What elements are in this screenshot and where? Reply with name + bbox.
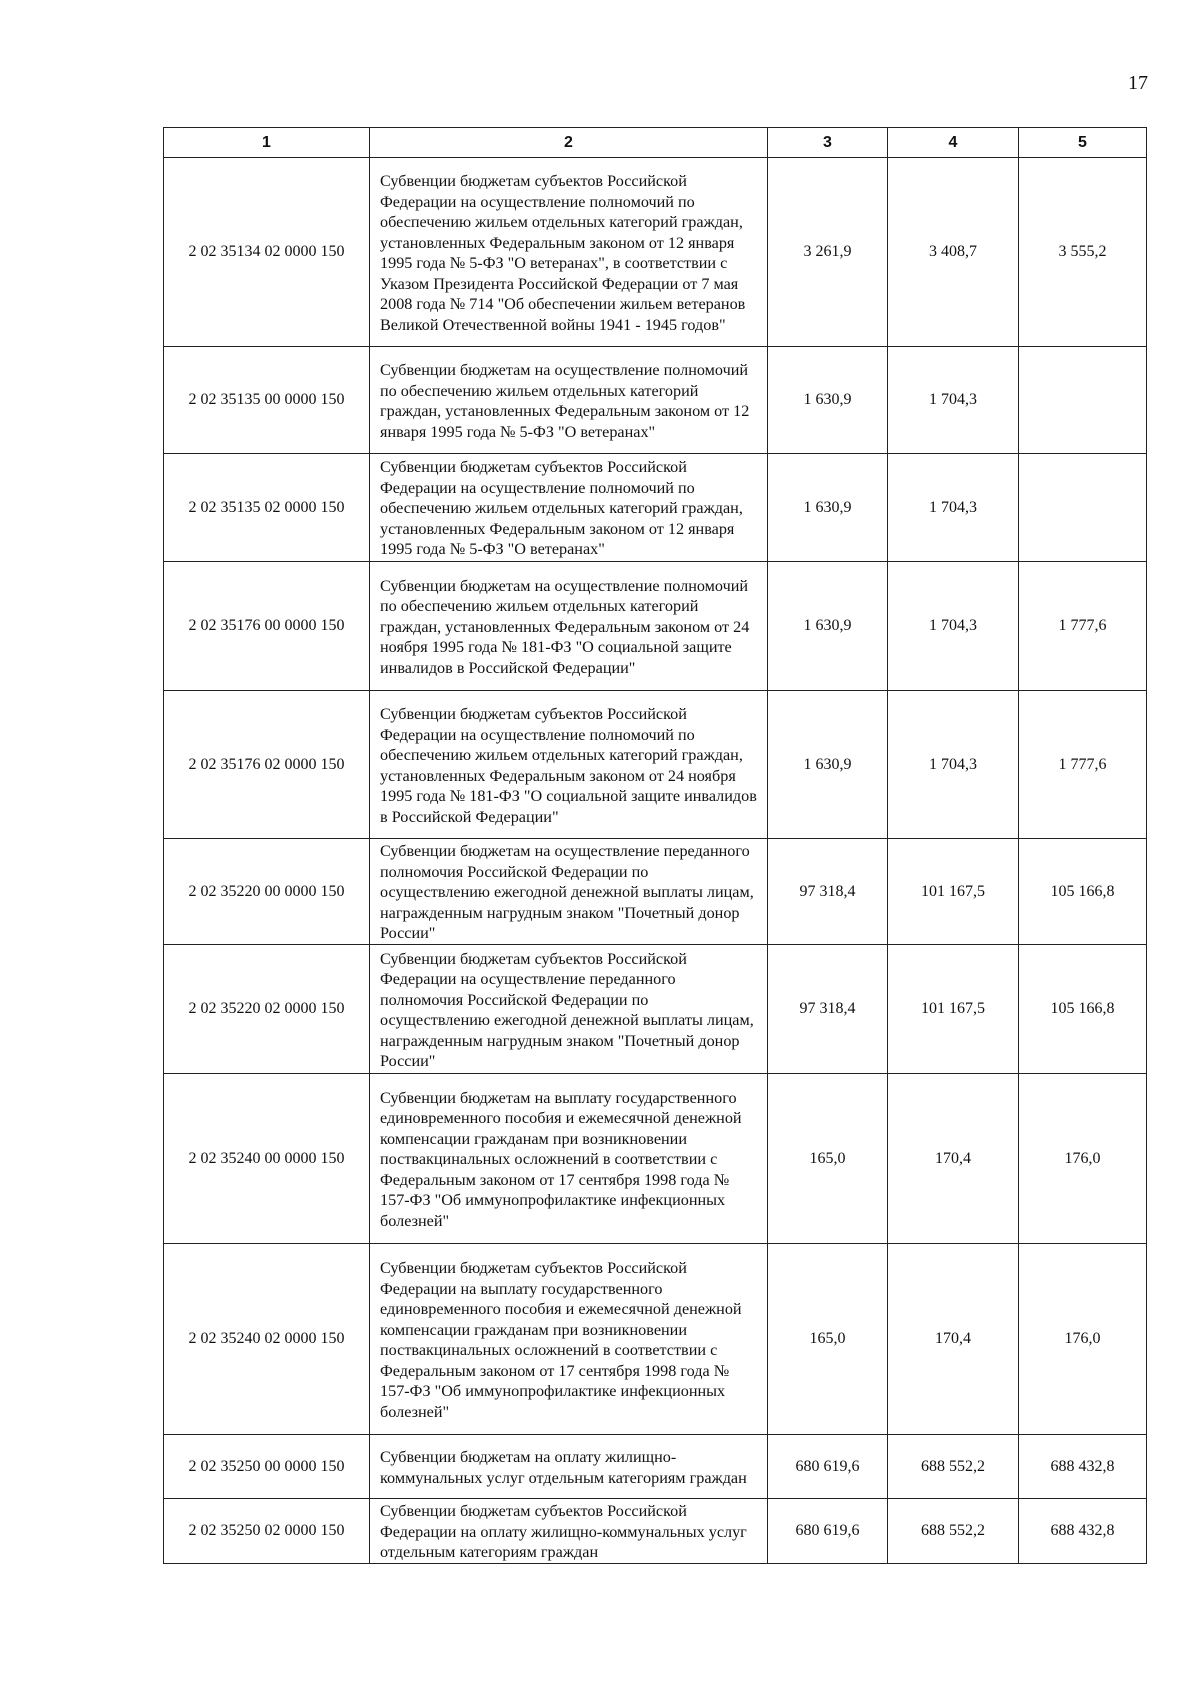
description-cell: Субвенции бюджетам на осуществление полномочий по обеспечению жильем отдельных категорий граждан, установленных Федеральным законом от 24 ноября 1995 года № 181-ФЗ "О социальной защите инвалидов в Российской Федерации" <box>370 562 768 691</box>
description-cell: Субвенции бюджетам на выплату государственного единовременного пособия и ежемесячной денежной компенсации гражданам при возникновении поствакцинальных осложнений в соответствии с Федеральным законом от 17 сентября 1998 года № 157-ФЗ "Об иммунопрофилактике инфекционных болезней" <box>370 1074 768 1244</box>
budget-code-cell: 2 02 35220 00 0000 150 <box>164 839 370 945</box>
value-col4-cell: 688 552,2 <box>888 1499 1019 1564</box>
table-row <box>164 454 1147 562</box>
description-cell: Субвенции бюджетам на осуществление переданного полномочия Российской Федерации по осуществлению ежегодной денежной выплаты лицам, награжденным нагрудным знаком "Почетный донор России" <box>370 839 768 945</box>
value-col4-cell: 3 408,7 <box>888 158 1019 347</box>
column-header-1: 1 <box>164 128 370 158</box>
description-cell: Субвенции бюджетам субъектов Российской Федерации на осуществление переданного полномочия Российской Федерации по осуществлению ежегодной денежной выплаты лицам, награжденным нагрудным знаком "Почетный донор России" <box>370 945 768 1074</box>
budget-code-cell: 2 02 35240 00 0000 150 <box>164 1074 370 1244</box>
value-col3-cell: 165,0 <box>768 1244 888 1435</box>
value-col3-cell: 680 619,6 <box>768 1499 888 1564</box>
value-col3-cell: 3 261,9 <box>768 158 888 347</box>
budget-code-cell: 2 02 35250 02 0000 150 <box>164 1499 370 1564</box>
value-col3-cell: 1 630,9 <box>768 562 888 691</box>
budget-code-cell: 2 02 35176 00 0000 150 <box>164 562 370 691</box>
column-header-4: 4 <box>888 128 1019 158</box>
budget-code-cell: 2 02 35134 02 0000 150 <box>164 158 370 347</box>
column-header-5: 5 <box>1019 128 1147 158</box>
value-col5-cell: 105 166,8 <box>1019 839 1147 945</box>
value-col5-cell: 1 777,6 <box>1019 562 1147 691</box>
value-col4-cell: 101 167,5 <box>888 839 1019 945</box>
value-col3-cell: 97 318,4 <box>768 945 888 1074</box>
budget-code-cell: 2 02 35135 00 0000 150 <box>164 347 370 454</box>
value-col4-cell: 1 704,3 <box>888 347 1019 454</box>
value-col4-cell: 1 704,3 <box>888 691 1019 839</box>
value-col3-cell: 1 630,9 <box>768 691 888 839</box>
value-col5-cell <box>1019 347 1147 454</box>
table-row <box>164 562 1147 691</box>
table-row <box>164 691 1147 839</box>
value-col4-cell: 1 704,3 <box>888 562 1019 691</box>
column-header-2: 2 <box>370 128 768 158</box>
table-row <box>164 839 1147 945</box>
value-col5-cell: 176,0 <box>1019 1244 1147 1435</box>
value-col5-cell: 688 432,8 <box>1019 1435 1147 1499</box>
table-row <box>164 945 1147 1074</box>
value-col3-cell: 1 630,9 <box>768 347 888 454</box>
table-body <box>164 158 1147 1564</box>
value-col5-cell: 1 777,6 <box>1019 691 1147 839</box>
page-number: 17 <box>1128 72 1148 94</box>
value-col3-cell: 97 318,4 <box>768 839 888 945</box>
description-cell: Субвенции бюджетам субъектов Российской Федерации на осуществление полномочий по обеспечению жильем отдельных категорий граждан, установленных Федеральным законом от 12 января 1995 года № 5-ФЗ "О ветеранах" <box>370 454 768 562</box>
value-col4-cell: 101 167,5 <box>888 945 1019 1074</box>
value-col4-cell: 688 552,2 <box>888 1435 1019 1499</box>
header-row <box>164 128 1147 158</box>
table-row <box>164 1435 1147 1499</box>
value-col4-cell: 170,4 <box>888 1244 1019 1435</box>
budget-code-cell: 2 02 35135 02 0000 150 <box>164 454 370 562</box>
budget-table <box>163 127 1147 1564</box>
table-row <box>164 1244 1147 1435</box>
description-cell: Субвенции бюджетам субъектов Российской Федерации на осуществление полномочий по обеспечению жильем отдельных категорий граждан, установленных Федеральным законом от 12 января 1995 года № 5-ФЗ "О ветеранах", в соответствии с Указом Президента Российской Федерации от 7 мая 2008 года № 714 "Об обеспечении жильем ветеранов Великой Отечественной войны 1941 - 1945 годов" <box>370 158 768 347</box>
value-col5-cell: 3 555,2 <box>1019 158 1147 347</box>
budget-code-cell: 2 02 35220 02 0000 150 <box>164 945 370 1074</box>
description-cell: Субвенции бюджетам субъектов Российской Федерации на выплату государственного единовременного пособия и ежемесячной денежной компенсации гражданам при возникновении поствакцинальных осложнений в соответствии с Федеральным законом от 17 сентября 1998 года № 157-ФЗ "Об иммунопрофилактике инфекционных болезней" <box>370 1244 768 1435</box>
value-col5-cell: 176,0 <box>1019 1074 1147 1244</box>
value-col5-cell: 688 432,8 <box>1019 1499 1147 1564</box>
value-col3-cell: 165,0 <box>768 1074 888 1244</box>
budget-code-cell: 2 02 35250 00 0000 150 <box>164 1435 370 1499</box>
value-col3-cell: 680 619,6 <box>768 1435 888 1499</box>
column-header-3: 3 <box>768 128 888 158</box>
table-row <box>164 347 1147 454</box>
table-row <box>164 158 1147 347</box>
value-col5-cell: 105 166,8 <box>1019 945 1147 1074</box>
value-col4-cell: 170,4 <box>888 1074 1019 1244</box>
description-cell: Субвенции бюджетам на осуществление полномочий по обеспечению жильем отдельных категорий граждан, установленных Федеральным законом от 12 января 1995 года № 5-ФЗ "О ветеранах" <box>370 347 768 454</box>
table-row <box>164 1074 1147 1244</box>
budget-code-cell: 2 02 35176 02 0000 150 <box>164 691 370 839</box>
description-cell: Субвенции бюджетам на оплату жилищно-коммунальных услуг отдельным категориям граждан <box>370 1435 768 1499</box>
value-col5-cell <box>1019 454 1147 562</box>
value-col3-cell: 1 630,9 <box>768 454 888 562</box>
description-cell: Субвенции бюджетам субъектов Российской Федерации на оплату жилищно-коммунальных услуг отдельным категориям граждан <box>370 1499 768 1564</box>
value-col4-cell: 1 704,3 <box>888 454 1019 562</box>
description-cell: Субвенции бюджетам субъектов Российской Федерации на осуществление полномочий по обеспечению жильем отдельных категорий граждан, установленных Федеральным законом от 24 ноября 1995 года № 181-ФЗ "О социальной защите инвалидов в Российской Федерации" <box>370 691 768 839</box>
budget-code-cell: 2 02 35240 02 0000 150 <box>164 1244 370 1435</box>
table-row <box>164 1499 1147 1564</box>
table-header <box>164 128 1147 158</box>
